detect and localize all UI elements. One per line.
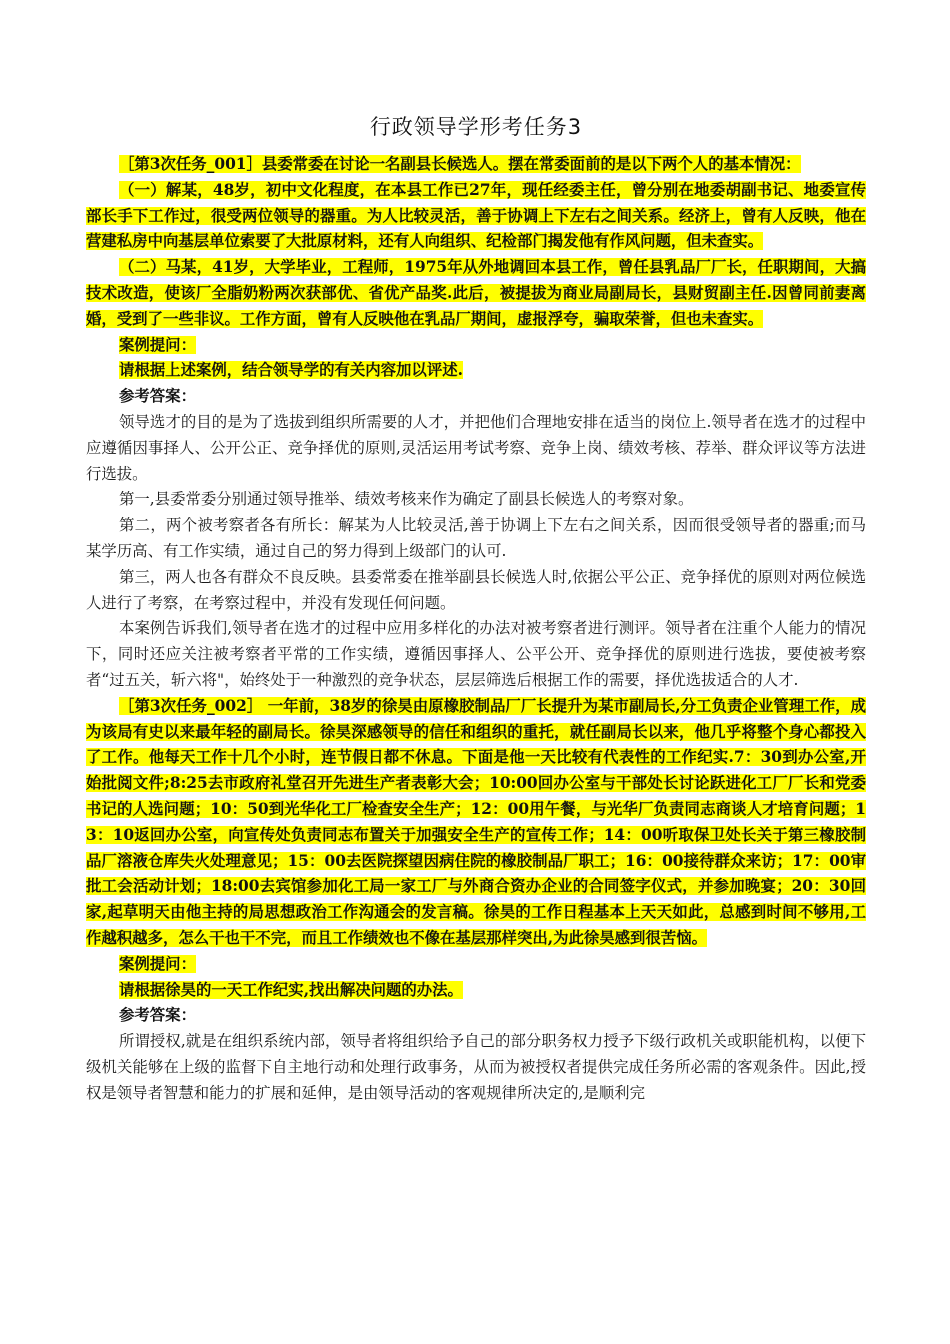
case1-answer-paragraph: 第三，两人也各有群众不良反映。县委常委在推举副县长候选人时,依据公平公正、竞争择优的原则对两位候选人进行了考察，在考察过程中，并没有发现任何问题。 [86,567,866,612]
case1-answer-paragraph: 本案例告诉我们,领导者在选才的过程中应用多样化的办法对被考察者进行测评。领导者在注重个人能力的情况下，同时还应关注被考察者平常的工作实绩，遵循因事择人、公平公开、竞争择优的原则进行选拔，要使被考察者“过五关，斩六将"，始终处于一种激烈的竞争状态，层层筛选后根据工作的需要，择优选拔适合的人才. [86,619,866,689]
case2-intro: ［第3次任务_002］ 一年前，38岁的徐昊由原橡胶制品厂厂长提升为某市副局长,分工负责企业管理工作，成为该局有史以来最年轻的副局长。徐昊深感领导的信任和组织的重托，就任副局长以来，他几乎将整个身心都投入了工作。他每天工作十几个小时，连节假日都不休息。下面是他一天比较有代表性的工作纪实.7：30到办公室,开始批阅文件;8:25去市政府礼堂召开先进生产者表彰大会；10:00回办公室与干部处长讨论跃进化工厂厂长和党委书记的人选问题；10：50到光华化工厂检查安全生产；12：00用午餐，与光华厂负责同志商谈人才培育问题；13：10返回办公室，向宣传处负责同志布置关于加强安全生产的宣传工作；14：00听取保卫处长关于第三橡胶制品厂溶液仓库失火处理意见；15：00去医院探望因病住院的橡胶制品厂职工；16：00接待群众来访；17：00审批工会活动计划；18:00去宾馆参加化工局一家工厂与外商合资办企业的合同签字仪式，并参加晚宴；20：30回家,起草明天由他主持的局思想政治工作沟通会的发言稿。徐昊的工作日程基本上天天如此，总感到时间不够用,工作越积越多，怎么干也干不完，而且工作绩效也不像在基层那样突出,为此徐昊感到很苦恼。 [86,696,866,947]
case1-paragraph-1: （一）解某，48岁，初中文化程度，在本县工作已27年，现任经委主任，曾分别在地委胡副书记、地委宣传部长手下工作过，很受两位领导的器重。为人比较灵活，善于协调上下左右之间关系。经济上，曾有人反映，他在营建私房中向基层单位索要了大批原材料，还有人向组织、纪检部门揭发他有作风问题，但未查实。 [86,180,866,251]
document-page [86,112,866,1106]
case1-answer-paragraph: 第二，两个被考察者各有所长：解某为人比较灵活,善于协调上下左右之间关系，因而很受领导者的器重;而马某学历高、有工作实绩，通过自己的努力得到上级部门的认可. [86,516,866,560]
case2-question: 请根据徐昊的一天工作纪实,找出解决问题的办法。 [119,980,463,999]
document-title: 行政领导学形考任务3 [369,115,583,139]
case2-question-label: 案例提问： [119,954,196,973]
case1-intro: ［第3次任务_001］县委常委在讨论一名副县长候选人。摆在常委面前的是以下两个人的基本情况： [119,155,801,173]
case1-question: 请根据上述案例，结合领导学的有关内容加以评述. [119,361,463,380]
case1-question-label: 案例提问： [119,335,196,354]
case1-paragraph-2: （二）马某，41岁，大学毕业，工程师，1975年从外地调回本县工作，曾任县乳品厂厂长，任职期间，大搞技术改造，使该厂全脂奶粉两次获部优、省优产品奖.此后，被提拔为商业局副局长，县财贸副主任.因曾同前妻离婚，受到了一些非议。工作方面，曾有人反映他在乳品厂期间，虚报浮夸，骗取荣誉，但也未查实。 [86,258,866,328]
case2-answer-paragraph: 所谓授权,就是在组织系统内部，领导者将组织给予自己的部分职务权力授予下级行政机关或职能机构，以便下级机关能够在上级的监督下自主地行动和处理行政事务，从而为被授权者提供完成任务所必需的客观条件。因此,授权是领导者智慧和能力的扩展和延伸，是由领导活动的客观规律所决定的,是顺利完 [86,1032,866,1102]
case2-answer-label: 参考答案： [119,1006,196,1025]
case1-answer-paragraph: 领导选才的目的是为了选拔到组织所需要的人才，并把他们合理地安排在适当的岗位上.领导者在选才的过程中应遵循因事择人、公开公正、竞争择优的原则,灵活运用考试考察、竞争上岗、绩效考核、荐举、群众评议等方法进行选拔。 [86,412,866,483]
case1-answer-paragraph: 第一,县委常委分别通过领导推举、绩效考核来作为确定了副县长候选人的考察对象。 [119,490,694,509]
case1-answer-label: 参考答案： [119,387,196,406]
